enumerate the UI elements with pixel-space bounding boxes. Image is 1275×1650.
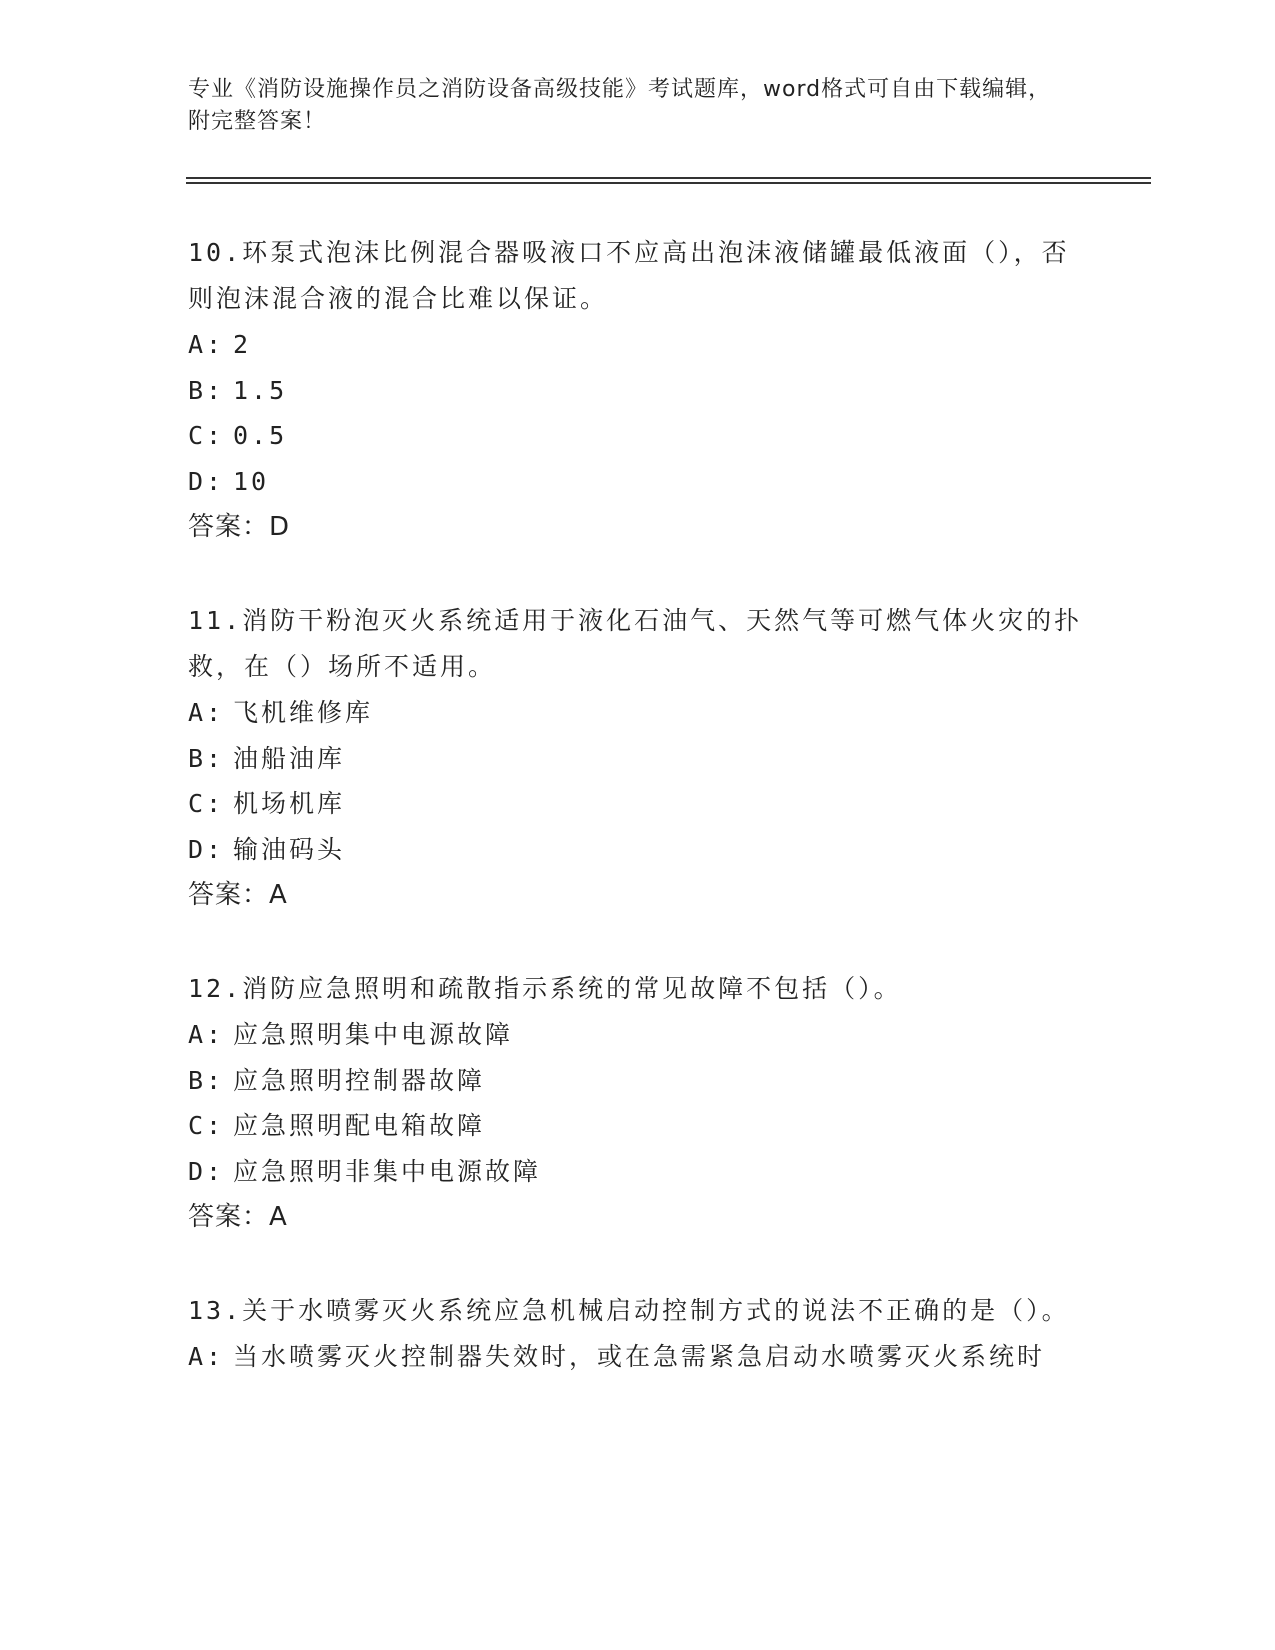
option-letter: B:	[188, 1065, 225, 1095]
answer: 答案：A	[188, 1202, 288, 1232]
option-text: 2	[233, 330, 252, 359]
option-letter: D:	[188, 466, 225, 496]
option-text: 输油码头	[233, 834, 346, 864]
option-letter: A:	[188, 1020, 225, 1049]
option-c	[188, 1103, 1088, 1149]
option-text: 0.5	[233, 421, 288, 450]
option-text: 当水喷雾灭火控制器失效时，或在急需紧急启动水喷雾灭火系统时	[233, 1342, 1046, 1371]
option-a	[188, 1334, 1088, 1380]
question-text: 12.消防应急照明和疏散指示系统的常见故障不包括（）。	[188, 974, 902, 1003]
option-letter: D:	[188, 1156, 225, 1186]
question-13	[188, 1288, 1088, 1380]
option-a	[188, 690, 1088, 736]
option-text: 应急照明集中电源故障	[233, 1020, 514, 1049]
option-text: 应急照明配电箱故障	[233, 1111, 486, 1140]
question-list	[188, 230, 1088, 1380]
document-header: 专业《消防设施操作员之消防设备高级技能》考试题库，word格式可自由下载编辑，附完整答案！	[188, 77, 1052, 134]
option-letter: B:	[188, 743, 225, 773]
header-divider-top	[186, 177, 1151, 179]
spacer	[188, 918, 1088, 966]
option-d	[188, 827, 1088, 873]
answer: 答案：D	[188, 512, 291, 542]
spacer	[188, 550, 1088, 598]
question-12	[188, 966, 1088, 1240]
option-c	[188, 413, 1088, 459]
option-letter: B:	[188, 375, 225, 405]
question-text: 10.环泵式泡沫比例混合器吸液口不应高出泡沫液储罐最低液面（），否则泡沫混合液的混合比难以保证。	[188, 238, 1070, 313]
option-letter: A:	[188, 1342, 225, 1371]
option-text: 飞机维修库	[233, 698, 374, 727]
spacer	[188, 1240, 1088, 1288]
option-a	[188, 322, 1088, 368]
option-c	[188, 781, 1088, 827]
option-letter: D:	[188, 834, 225, 864]
option-b	[188, 1058, 1088, 1104]
option-a	[188, 1012, 1088, 1058]
option-b	[188, 736, 1088, 782]
option-text: 1.5	[233, 375, 288, 405]
header-divider-bottom	[186, 182, 1151, 184]
option-d	[188, 1149, 1088, 1195]
option-letter: C:	[188, 789, 225, 818]
question-text: 13.关于水喷雾灭火系统应急机械启动控制方式的说法不正确的是（）。	[188, 1296, 1070, 1325]
option-text: 油船油库	[233, 743, 346, 773]
question-10	[188, 230, 1088, 550]
option-text: 应急照明控制器故障	[233, 1065, 486, 1095]
option-text: 10	[233, 466, 270, 496]
option-d	[188, 459, 1088, 505]
answer: 答案：A	[188, 880, 288, 910]
option-text: 机场机库	[233, 789, 346, 818]
option-b	[188, 368, 1088, 414]
option-text: 应急照明非集中电源故障	[233, 1156, 542, 1186]
option-letter: A:	[188, 698, 225, 727]
question-11	[188, 598, 1088, 918]
option-letter: A:	[188, 330, 225, 359]
question-text: 11.消防干粉泡灭火系统适用于液化石油气、天然气等可燃气体火灾的扑救，在（）场所不适用。	[188, 606, 1083, 681]
option-letter: C:	[188, 421, 225, 450]
option-letter: C:	[188, 1111, 225, 1140]
